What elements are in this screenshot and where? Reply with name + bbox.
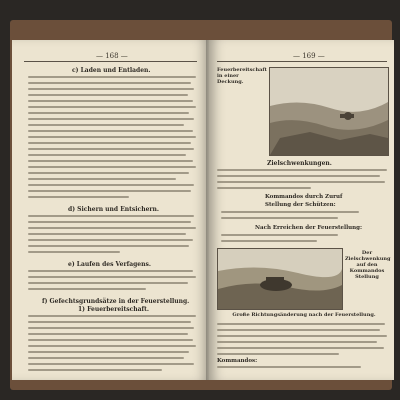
right-photo2-caption: Große Richtungsänderung nach der Feuerstellung. — [232, 312, 376, 318]
left-text-block-4 — [28, 315, 196, 375]
right-page — [209, 40, 394, 380]
left-heading-5: 1) Feuerbereitschaft. — [78, 306, 149, 313]
right-photo-2 — [217, 248, 343, 310]
right-label-1: Kommandos durch Zuruf — [265, 194, 343, 200]
right-photo2-label: Der Zielschwenkung auf den Kommandos Stellung — [345, 250, 391, 280]
right-photo1-caption: Feuerbereitschaft in einer Deckung. — [217, 67, 267, 85]
right-heading-2: Kommandos: — [217, 358, 258, 364]
right-text-block-5 — [217, 366, 377, 372]
right-heading-1: Zielschwenkungen. — [267, 160, 332, 167]
right-page-number: — 169 — — [293, 52, 325, 60]
right-text-block-2 — [221, 211, 371, 223]
right-label-2: Stellung der Schützen: — [265, 202, 336, 208]
left-heading-1: c) Laden und Entladen. — [72, 67, 151, 74]
landscape-photo-1 — [270, 68, 388, 155]
left-page-number: — 168 — — [96, 52, 128, 60]
right-photo-1 — [269, 67, 389, 156]
right-text-block-3 — [221, 234, 351, 246]
left-heading-2: d) Sichern und Entsichern. — [68, 206, 159, 213]
left-heading-4: f) Gefechtsgrundsätze in der Feuerstellung. — [42, 298, 190, 305]
right-label-3: Nach Erreichen der Feuerstellung: — [255, 225, 363, 231]
left-text-block-1 — [28, 76, 196, 202]
right-text-block-1 — [217, 169, 387, 193]
left-heading-3: e) Laufen des Verfagens. — [68, 261, 151, 268]
left-text-block-2 — [28, 215, 196, 257]
left-header-rule — [24, 61, 197, 62]
right-header-rule — [217, 61, 387, 62]
left-text-block-3 — [28, 270, 196, 294]
right-text-block-4 — [217, 323, 387, 359]
landscape-photo-2 — [218, 249, 342, 309]
left-page — [12, 40, 209, 380]
